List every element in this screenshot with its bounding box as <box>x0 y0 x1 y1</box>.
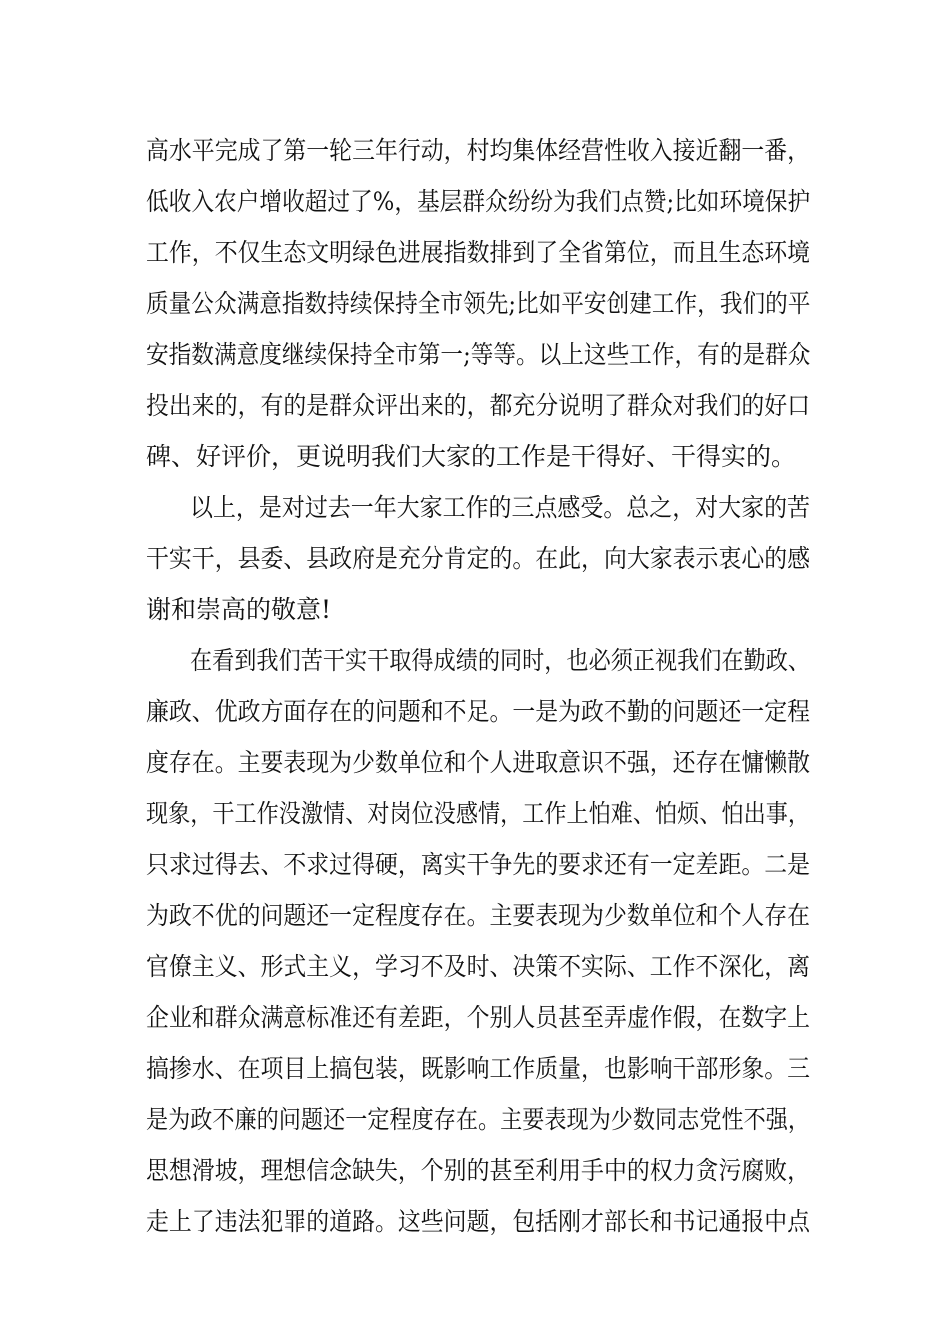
paragraph-first-line <box>0 641 950 681</box>
text-line <box>0 743 950 783</box>
text-line-content: 低收入农户增收超过了%，基层群众纷纷为我们点赞;比如环境保护 <box>146 187 811 216</box>
text-line-content: 碑、好评价，更说明我们大家的工作是干得好、干得实的。 <box>146 442 797 471</box>
text-line <box>0 233 950 273</box>
text-line-content: 安指数满意度继续保持全市第一;等等。以上这些工作，有的是群众 <box>146 340 811 369</box>
text-line <box>0 182 950 222</box>
text-line-content: 只求过得去、不求过得硬，离实干争先的要求还有一定差距。二是 <box>146 850 811 879</box>
text-line <box>0 539 950 579</box>
text-line-content: 搞掺水、在项目上搞包装，既影响工作质量，也影响干部形象。三 <box>146 1054 811 1083</box>
text-line-content: 为政不优的问题还一定程度存在。主要表现为少数单位和个人存在 <box>146 901 811 930</box>
text-line-content: 是为政不廉的问题还一定程度存在。主要表现为少数同志党性不强， <box>146 1105 810 1134</box>
text-line <box>0 947 950 987</box>
text-line-content: 谢和崇高的敬意! <box>146 595 332 624</box>
text-line <box>0 845 950 885</box>
text-line <box>0 1202 950 1242</box>
text-line <box>0 437 950 477</box>
text-line-content: 高水平完成了第一轮三年行动，村均集体经营性收入接近翻一番， <box>146 136 811 165</box>
text-line <box>0 998 950 1038</box>
text-line <box>0 692 950 732</box>
text-line-content: 以上，是对过去一年大家工作的三点感受。总之，对大家的苦 <box>190 493 811 522</box>
text-line-content: 干实干，县委、县政府是充分肯定的。在此，向大家表示衷心的感 <box>146 544 811 573</box>
paragraph-first-line <box>0 488 950 528</box>
text-line-content: 廉政、优政方面存在的问题和不足。一是为政不勤的问题还一定程 <box>146 697 811 726</box>
text-line-content: 官僚主义、形式主义，学习不及时、决策不实际、工作不深化，离 <box>146 952 811 981</box>
text-line <box>0 284 950 324</box>
text-line <box>0 131 950 171</box>
text-line-content: 思想滑坡，理想信念缺失，个别的甚至利用手中的权力贪污腐败， <box>146 1156 811 1185</box>
text-line <box>0 794 950 834</box>
text-line-content: 企业和群众满意标准还有差距，个别人员甚至弄虚作假，在数字上 <box>146 1003 811 1032</box>
text-line <box>0 590 950 630</box>
text-line-content: 在看到我们苦干实干取得成绩的同时，也必须正视我们在勤政、 <box>190 646 811 675</box>
text-line <box>0 896 950 936</box>
text-line-content: 投出来的，有的是群众评出来的，都充分说明了群众对我们的好口 <box>146 391 811 420</box>
text-line <box>0 1049 950 1089</box>
text-line-content: 质量公众满意指数持续保持全市领先;比如平安创建工作，我们的平 <box>146 289 811 318</box>
text-line-content: 走上了违法犯罪的道路。这些问题，包括刚才部长和书记通报中点 <box>146 1207 811 1236</box>
text-line <box>0 1100 950 1140</box>
text-line-content: 度存在。主要表现为少数单位和个人进取意识不强，还存在慵懒散 <box>146 748 811 777</box>
text-line-content: 工作，不仅生态文明绿色进展指数排到了全省第位，而且生态环境 <box>146 238 811 267</box>
text-line <box>0 386 950 426</box>
text-line <box>0 335 950 375</box>
text-line <box>0 1151 950 1191</box>
text-line-content: 现象，干工作没激情、对岗位没感情，工作上怕难、怕烦、怕出事， <box>146 799 810 828</box>
